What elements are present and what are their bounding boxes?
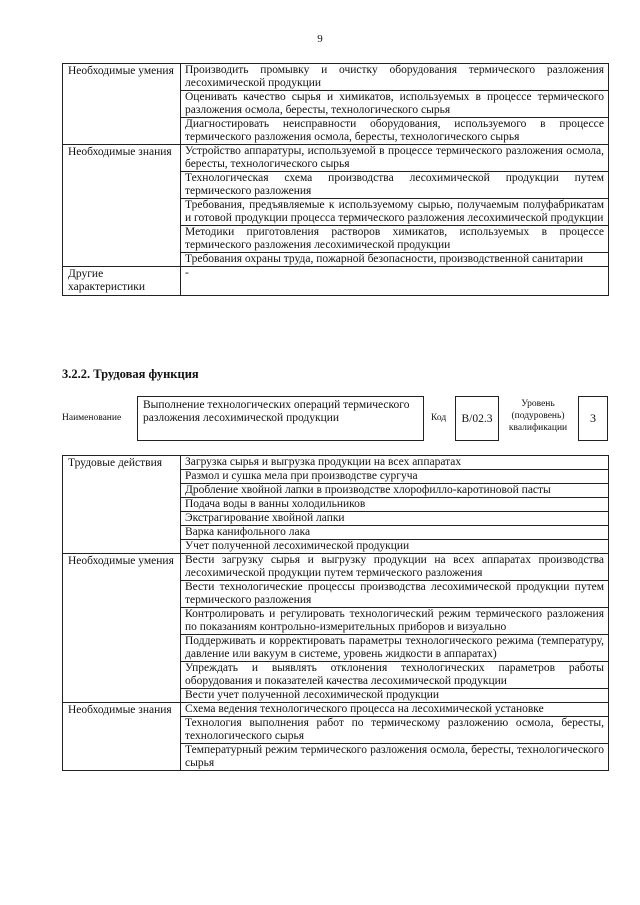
row-category: Необходимые знания bbox=[63, 703, 181, 771]
row-item: Подача воды в ванны холодильников bbox=[181, 498, 609, 512]
row-item: Поддерживать и корректировать параметры технологического режима (температуру, давление или вакуум в системе, уровень жидкости в аппаратах) bbox=[181, 635, 609, 662]
table-row bbox=[63, 703, 609, 717]
table-row bbox=[63, 64, 609, 91]
row-item: Экстрагирование хвойной лапки bbox=[181, 512, 609, 526]
row-category: Другие характеристики bbox=[63, 267, 181, 296]
row-item: Схема ведения технологического процесса на лесохимической установке bbox=[181, 703, 609, 717]
row-item: Варка канифольного лака bbox=[181, 526, 609, 540]
row-item: Производить промывку и очистку оборудования термического разложения лесохимической продукции bbox=[181, 64, 609, 91]
row-item: Диагностировать неисправности оборудования, используемого в процессе термического разложения осмола, бересты, технологического сырья bbox=[181, 118, 609, 145]
row-item: Контролировать и регулировать технологический режим термического разложения по показаниям контрольно-измерительных приборов и визуально bbox=[181, 608, 609, 635]
table-body bbox=[63, 64, 609, 296]
row-item: Вести загрузку сырья и выгрузку продукции на всех аппаратах производства лесохимической продукции путем термического разложения bbox=[181, 554, 609, 581]
table-body bbox=[63, 456, 609, 771]
row-item: Устройство аппаратуры, используемой в процессе термического разложения осмола, бересты, технологического сырья bbox=[181, 145, 609, 172]
row-item: Технологическая схема производства лесохимической продукции путем термического разложения bbox=[181, 172, 609, 199]
function-name-box: Выполнение технологических операций термического разложения лесохимической продукции bbox=[137, 396, 424, 441]
table-row bbox=[63, 267, 609, 296]
section-heading: 3.2.2. Трудовая функция bbox=[62, 367, 199, 381]
row-category: Необходимые знания bbox=[63, 145, 181, 267]
row-item: Оценивать качество сырья и химикатов, используемых в процессе термического разложения осмола, бересты, технологического сырья bbox=[181, 91, 609, 118]
function-code-box: B/02.3 bbox=[455, 396, 499, 441]
name-label: Наименование bbox=[62, 413, 122, 423]
row-item: Упреждать и выявлять отклонения технологических параметров работы оборудования и показателей качества лесохимической продукции bbox=[181, 662, 609, 689]
table-row bbox=[63, 554, 609, 581]
page-number: 9 bbox=[317, 33, 323, 45]
qualification-level-label: Уровень (подуровень) квалификации bbox=[508, 399, 568, 433]
row-item: Температурный режим термического разложения осмола, бересты, технологического сырья bbox=[181, 744, 609, 771]
row-item: Размол и сушка мела при производстве сургуча bbox=[181, 470, 609, 484]
skills-knowledge-table bbox=[62, 63, 609, 296]
row-item: Вести учет полученной лесохимической продукции bbox=[181, 689, 609, 703]
row-category: Необходимые умения bbox=[63, 554, 181, 703]
row-item: Технология выполнения работ по термическому разложению осмола, бересты, технологического сырья bbox=[181, 717, 609, 744]
table-row bbox=[63, 145, 609, 172]
row-category: Необходимые умения bbox=[63, 64, 181, 145]
row-item: Требования охраны труда, пожарной безопасности, производственной санитарии bbox=[181, 253, 609, 267]
row-item: Методики приготовления растворов химикатов, используемых в процессе термического разложения лесохимической продукции bbox=[181, 226, 609, 253]
code-label: Код bbox=[431, 413, 447, 423]
row-item: - bbox=[181, 267, 609, 296]
row-item: Вести технологические процессы производства лесохимической продукции путем термического разложения bbox=[181, 581, 609, 608]
row-item: Учет полученной лесохимической продукции bbox=[181, 540, 609, 554]
row-item: Загрузка сырья и выгрузка продукции на всех аппаратах bbox=[181, 456, 609, 470]
row-category: Трудовые действия bbox=[63, 456, 181, 554]
row-item: Дробление хвойной лапки в производстве хлорофилло-каротиновой пасты bbox=[181, 484, 609, 498]
table-row bbox=[63, 456, 609, 470]
qualification-level-box: 3 bbox=[578, 396, 608, 441]
labor-actions-table bbox=[62, 455, 609, 771]
row-item: Требования, предъявляемые к используемому сырью, получаемым полуфабрикатам и готовой продукции процесса термического разложения лесохимической продукции bbox=[181, 199, 609, 226]
